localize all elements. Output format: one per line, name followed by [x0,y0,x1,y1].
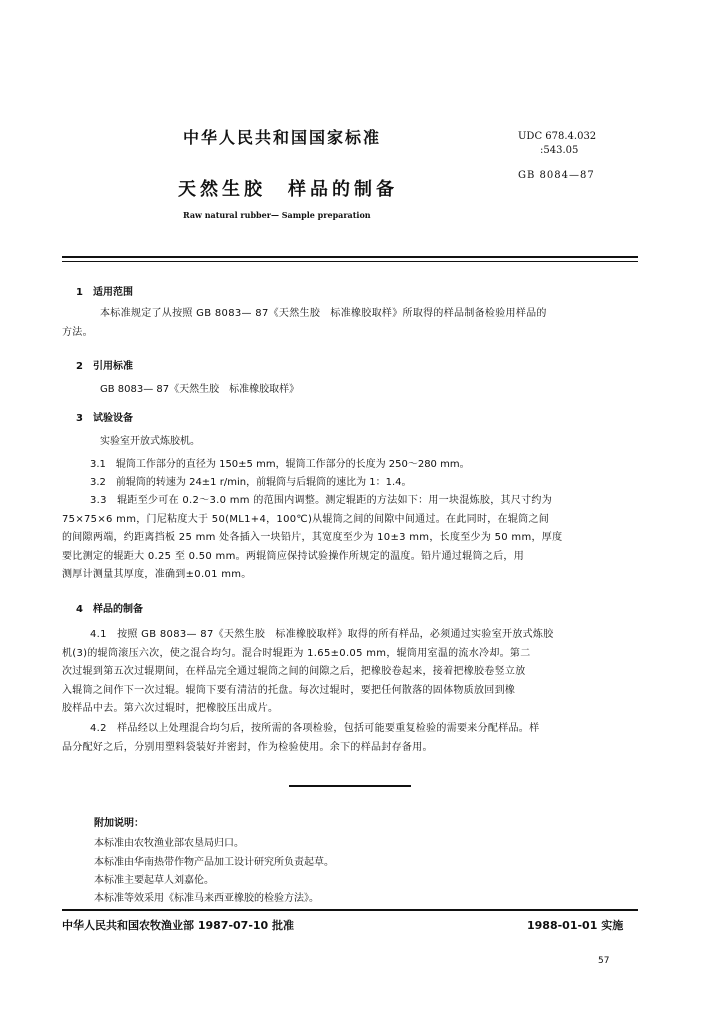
section-1-text [62,305,646,342]
header-rule-thin [62,261,638,262]
section-2-heading: 2 引用标准 [76,361,133,372]
section-4-1-line-a: 4.1 按照 GB 8083— 87《天然生胶 标准橡胶取样》取得的所有样品，必须通过实验室开放式炼胶 [90,629,554,640]
section-4-heading: 4 样品的制备 [76,604,143,615]
section-2-text: GB 8083— 87《天然生胶 标准橡胶取样》 [100,384,300,395]
section-3-heading: 3 试验设备 [76,413,133,424]
section-3-1: 3.1 辊筒工作部分的直径为 150±5 mm，辊筒工作部分的长度为 250～280 mm。 [90,459,470,470]
note-line-3: 本标准主要起草人刘嘉伦。 [94,875,214,886]
section-1-heading: 1 适用范围 [76,287,133,298]
section-4-1-line-b: 机(3)的辊筒滚压六次，使之混合均匀。混合时辊距为 1.65±0.05 mm，辊筒用室温的流水冷却。第二 [62,647,531,659]
section-3-intro: 实验室开放式炼胶机。 [100,436,200,447]
section-1-line-b: 方法。 [62,326,93,338]
note-line-4: 本标准等效采用《标准马来西亚橡胶的检验方法》。 [94,893,319,904]
section-4-1-line-d: 入辊筒之间作下一次过辊。辊筒下要有清洁的托盘。每次过辊时，要把任何散落的固体物质放回到橡 [62,684,516,696]
section-divider [289,785,411,787]
header-rule-thick [62,256,638,258]
english-title: Raw natural rubber— Sample preparation [183,210,371,220]
document-title: 天然生胶 样品的制备 [178,179,398,200]
section-4-2-line-b: 品分配好之后，分别用塑料袋装好并密封，作为检验使用。余下的样品封存备用。 [62,741,433,753]
standard-title: 中华人民共和国国家标准 [183,128,382,147]
section-3-3 [62,492,642,585]
section-4-2 [62,720,642,757]
section-3-3-line-c: 的间隙两端，约距离挡板 25 mm 处各插入一块铅片，其宽度至少为 10±3 mm，长度至少为 50 mm，厚度 [62,532,563,543]
section-3-3-line-b: 75×75×6 mm，门尼粘度大于 50(ML1+4，100℃)从辊筒之间的间隙中间通过。在此同时，在辊筒之间 [62,513,550,525]
note-line-1: 本标准由农牧渔业部农垦局归口。 [94,838,244,849]
section-3-3-line-d: 要比测定的辊距大 0.25 至 0.50 mm。两辊筒应保持试验操作所规定的温度。铅片通过辊筒之后，用 [62,550,525,562]
approval-text: 中华人民共和国农牧渔业部 1987-07-10 批准 [62,919,295,932]
section-4-1 [62,626,642,719]
notes-heading: 附加说明： [94,818,144,829]
section-3-2: 3.2 前辊筒的转速为 24±1 r/min，前辊筒与后辊筒的速比为 1：1.4。 [90,477,412,488]
section-3-3-line-e: 测厚计测量其厚度，准确到±0.01 mm。 [62,569,252,580]
gb-number: GB 8084—87 [518,170,595,181]
note-line-2: 本标准由华南热带作物产品加工设计研究所负责起草。 [94,857,334,868]
section-4-1-line-c: 次过辊到第五次过辊期间，在样品完全通过辊筒之间的间隙之后，把橡胶卷起来，接着把橡胶卷竖立放 [62,666,526,677]
implementation-text: 1988-01-01 实施 [527,919,624,932]
section-4-2-line-a: 4.2 样品经以上处理混合均匀后，按所需的各项检验，包括可能要重复检验的需要来分配样品。样 [90,723,540,734]
udc-code: UDC 678.4.032 [518,131,597,142]
footer-rule [62,909,638,911]
section-3-3-line-a: 3.3 辊距至少可在 0.2～3.0 mm 的范围内调整。测定辊距的方法如下：用一块混炼胶，其尺寸约为 [90,495,553,506]
udc-code-continued: :543.05 [540,145,579,156]
section-1-line-a: 本标准规定了从按照 GB 8083— 87《天然生胶 标准橡胶取样》所取得的样品制备检验用样品的 [100,308,547,319]
page-number: 57 [598,956,610,966]
section-4-1-line-e: 胶样品中去。第六次过辊时，把橡胶压出成片。 [62,703,279,714]
